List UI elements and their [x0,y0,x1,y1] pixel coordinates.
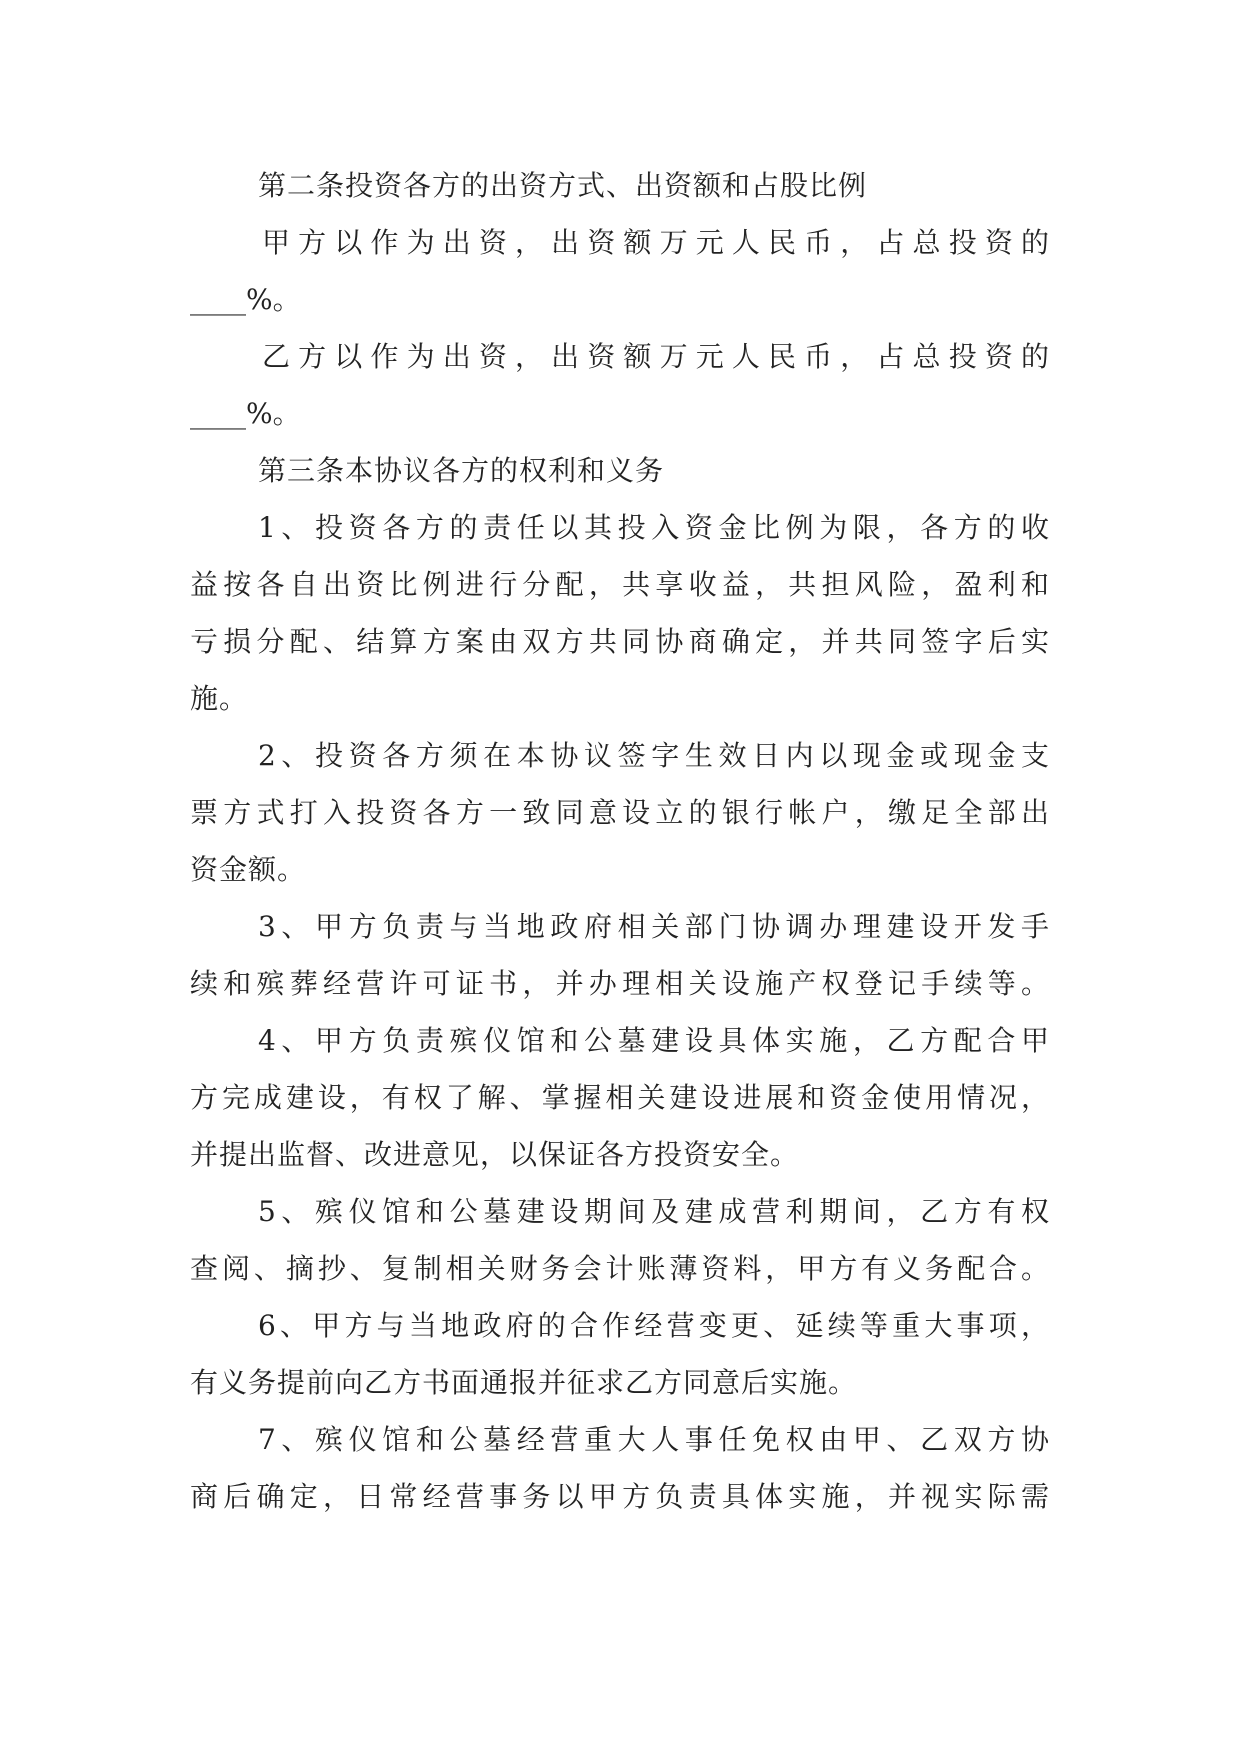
party-a-percent: ____%。 [190,283,301,316]
clause-2-line-1: 2、投资各方须在本协议签字生效日内以现金或现金支 [258,739,1050,772]
article-3-heading: 第三条本协议各方的权利和义务 [258,454,665,487]
article-2-heading: 第二条投资各方的出资方式、出资额和占股比例 [258,169,868,202]
clause-2-line-2: 票方式打入投资各方一致同意设立的银行帐户，缴足全部出 [190,796,1050,829]
party-a-contribution: 甲方以作为出资，出资额万元人民币，占总投资的 [262,226,1050,259]
clause-1-line-1: 1、投资各方的责任以其投入资金比例为限，各方的收 [258,511,1050,544]
clause-5-line-1: 5、殡仪馆和公墓建设期间及建成营利期间，乙方有权 [258,1195,1050,1228]
clause-1-line-3: 亏损分配、结算方案由双方共同协商确定，并共同签字后实 [190,625,1050,658]
clause-1-line-2: 益按各自出资比例进行分配，共享收益，共担风险，盈利和 [190,568,1050,601]
clause-6-line-1: 6、甲方与当地政府的合作经营变更、延续等重大事项， [258,1309,1050,1342]
clause-6-line-2: 有义务提前向乙方书面通报并征求乙方同意后实施。 [190,1366,858,1399]
clause-4-line-1: 4、甲方负责殡仪馆和公墓建设具体实施，乙方配合甲 [258,1024,1050,1057]
party-b-percent: ____%。 [190,397,301,430]
clause-4-line-2: 方完成建设，有权了解、掌握相关建设进展和资金使用情况， [190,1081,1050,1114]
clause-3-line-1: 3、甲方负责与当地政府相关部门协调办理建设开发手 [258,910,1050,943]
clause-7-line-1: 7、殡仪馆和公墓经营重大人事任免权由甲、乙双方协 [258,1423,1050,1456]
party-b-contribution: 乙方以作为出资，出资额万元人民币，占总投资的 [262,340,1050,373]
clause-7-line-2: 商后确定，日常经营事务以甲方负责具体实施，并视实际需 [190,1480,1050,1513]
clause-5-line-2: 查阅、摘抄、复制相关财务会计账薄资料，甲方有义务配合。 [190,1252,1050,1285]
clause-4-line-3: 并提出监督、改进意见，以保证各方投资安全。 [190,1138,800,1171]
clause-1-line-4: 施。 [190,682,249,715]
clause-2-line-3: 资金额。 [190,853,307,886]
clause-3-line-2: 续和殡葬经营许可证书，并办理相关设施产权登记手续等。 [190,967,1050,1000]
